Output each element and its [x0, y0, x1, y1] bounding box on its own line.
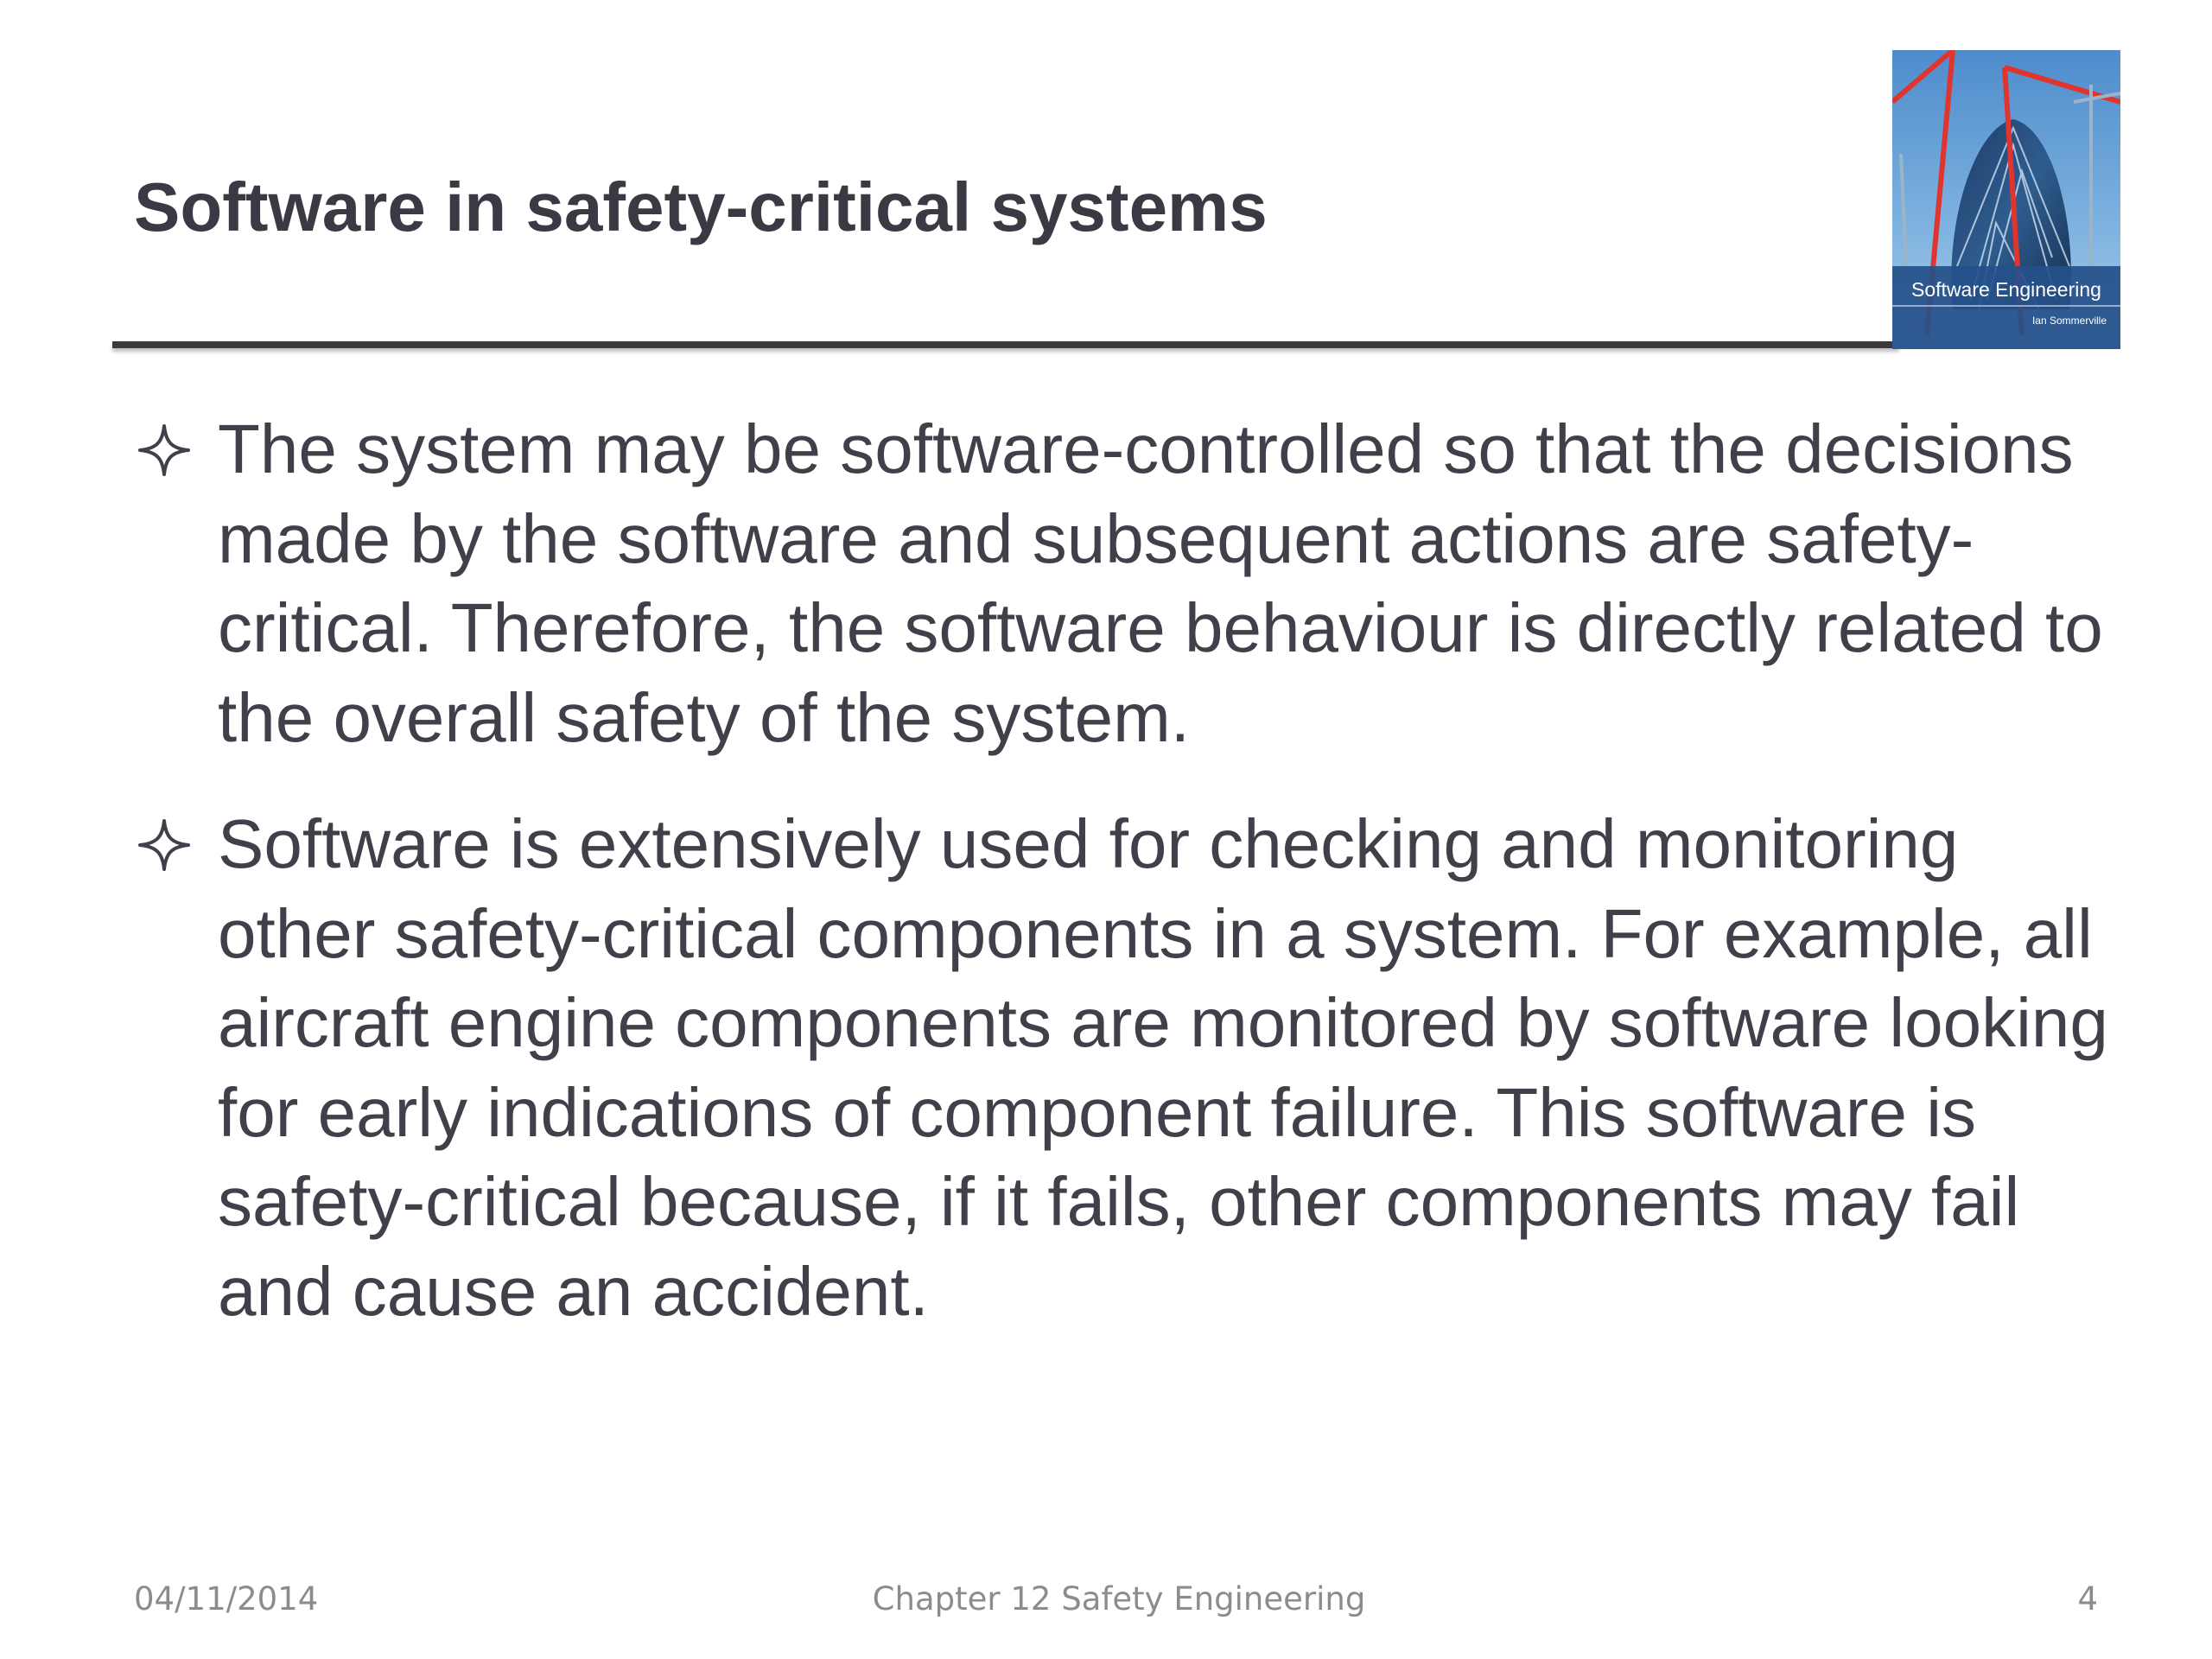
book-cover-image	[1892, 50, 2120, 349]
bullet-text: Software is extensively used for checking and monitoring other safety-critical components in a system. For example, all aircraft engine components are monitored by software looking for early indications of component failure. This software is safety-critical because, if it fails, other components may fail and cause an accident.	[218, 805, 2108, 1330]
four-point-star-icon	[137, 818, 191, 872]
book-cover-art	[1892, 50, 2120, 349]
book-cover-title: Software Engineering	[1911, 278, 2101, 301]
book-cover-author: Ian Sommerville	[2031, 315, 2107, 327]
footer-page-number: 4	[2077, 1580, 2098, 1618]
footer-date: 04/11/2014	[134, 1580, 319, 1618]
bullet-item	[134, 799, 2113, 1336]
bullet-list	[134, 404, 2113, 1373]
bullet-text: The system may be software-controlled so that the decisions made by the software and subsequent actions are safety-critical. Therefore, the software behaviour is directly related to the overall safety of the system.	[218, 410, 2103, 756]
four-point-star-icon	[137, 423, 191, 477]
footer-chapter: Chapter 12 Safety Engineering	[872, 1580, 1366, 1618]
title-divider	[112, 341, 1899, 348]
bullet-item	[134, 404, 2113, 762]
slide-title: Software in safety-critical systems	[134, 168, 1268, 245]
